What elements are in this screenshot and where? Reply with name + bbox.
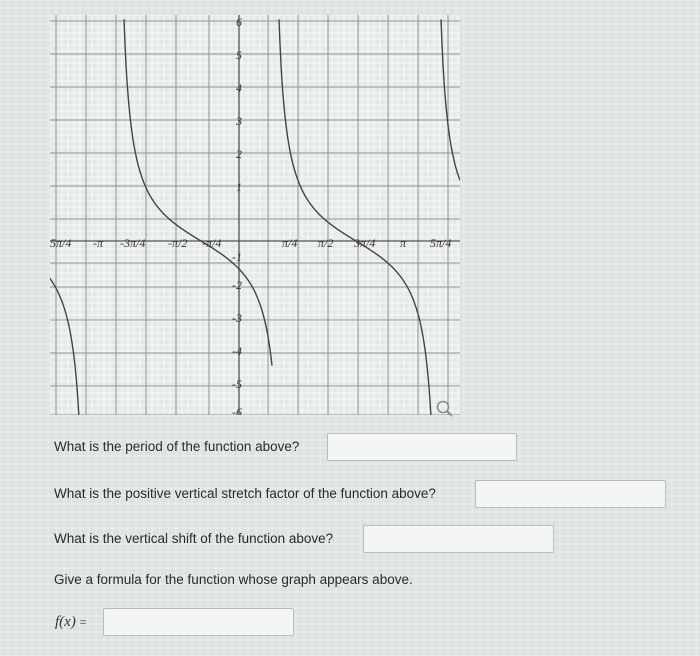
x-tick-label: -3π/4 xyxy=(120,236,146,250)
shift-input[interactable] xyxy=(363,525,554,553)
period-input[interactable] xyxy=(327,433,517,461)
formula-equals: = xyxy=(79,615,87,629)
period-question: What is the period of the function above? xyxy=(54,439,300,454)
x-tick-label: π xyxy=(400,236,407,250)
stretch-question: What is the positive vertical stretch factor of the function above? xyxy=(54,486,436,501)
x-tick-label: π/4 xyxy=(282,236,298,250)
function-graph xyxy=(50,15,460,415)
x-tick-label: π/2 xyxy=(318,236,334,250)
y-tick-label: 5 xyxy=(236,48,242,62)
magnifier-icon[interactable] xyxy=(434,398,456,420)
formula-input[interactable] xyxy=(103,608,294,636)
x-tick-label: -π/4 xyxy=(202,236,222,250)
y-tick-label: -5 xyxy=(232,377,242,391)
stretch-input[interactable] xyxy=(475,480,666,508)
y-tick-label: 3 xyxy=(236,114,242,128)
x-tick-label: 3π/4 xyxy=(354,236,376,250)
formula-label xyxy=(55,614,86,631)
formula-prompt: Give a formula for the function whose graph appears above. xyxy=(54,572,413,587)
x-tick-label: 5π/4 xyxy=(430,236,452,250)
x-tick-label: -π xyxy=(93,236,104,250)
y-tick-label: -4 xyxy=(232,344,242,358)
y-tick-label: -3 xyxy=(232,311,242,325)
y-tick-label: -2 xyxy=(232,278,242,292)
x-tick-label: 5π/4 xyxy=(50,236,72,250)
x-tick-label: -π/2 xyxy=(168,236,188,250)
shift-question: What is the vertical shift of the function above? xyxy=(54,531,334,546)
y-tick-label: 1 xyxy=(236,180,242,194)
y-tick-label: 6 xyxy=(236,15,242,29)
y-tick-label: 2 xyxy=(236,147,242,161)
y-tick-label: -6 xyxy=(232,405,242,415)
y-tick-label: 4 xyxy=(236,81,242,95)
y-tick-label: -1 xyxy=(232,250,242,264)
formula-function-name: f(x) xyxy=(55,614,76,630)
